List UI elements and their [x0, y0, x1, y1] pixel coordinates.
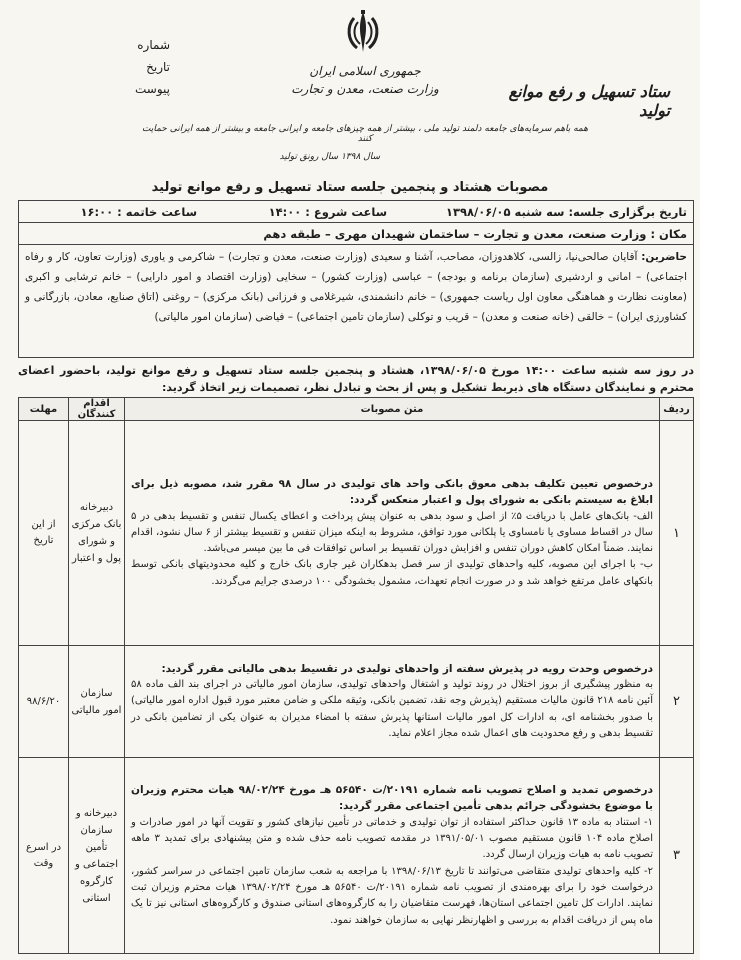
attendees: [19, 245, 693, 329]
meeting-date: تاریخ برگزاری جلسه: سه شنبه ۱۳۹۸/۰۶/۰۵: [445, 204, 687, 219]
responsible-party: سازمان امور مالیاتی: [69, 646, 125, 758]
ministry-name: وزارت صنعت، معدن و تجارت: [291, 82, 439, 96]
meeting-info: [18, 200, 694, 358]
meeting-place-row: [19, 223, 693, 245]
date-label: تاریخ: [146, 60, 170, 74]
table-row: [19, 421, 694, 646]
table-row: [19, 646, 694, 758]
header-deadline: مهلت: [19, 398, 69, 421]
deadline: در اسرع وقت: [19, 758, 69, 954]
attendees-label: حاضرین:: [641, 251, 687, 263]
iran-emblem-icon: [341, 8, 385, 58]
header-action: اقدام کنندگان: [69, 398, 125, 421]
resolution-clause: به منظور پیشگیری از بروز اختلال در روند تولید و اشتغال واحدهای تولیدی، سازمان امور مالیاتی در اجرای بند الف ماده ۵۸ آئین نامه ۲۱۸ قانون مالیات مستقیم (پذیرش وجه نقد، تضمین بانکی، وثیقه ملکی و ضامن معتبر مورد قبول اداره امور مالیاتی) با صدور بخشنامه ای، به ادارات کل امور مالیات استانها پذیرش سفته با امضاء مدیران به عنوان یکی از تضامین بانکی در تقسیط بدهی و رفع محدودیت های اعمال شده مجاز اعلام نماید.: [131, 679, 653, 739]
attendees-list: آقایان صالحی‌نیا، زالسی، کلاهدوزان، مصاحب، آشنا و سعیدی (وزارت صنعت، معدن و تجارت) – شاکرمی و یاوری (وزارت تعاون، کار و رفاه اجتماعی) – امانی و اردشیری (سازمان برنامه و بودجه) – عباسی (وزارت کشور) – سخایی (وزارت اقتصاد و امور دارایی) – خانم ترشابی و اکبری (معاونت نظارت و هماهنگی معاون اول ریاست جمهوری) – خانم دانشمندی، شیرغلامی و فرزانی (بانک مرکزی) – روغنی (اتاق صنایع، معادن، بازرگانی و کشاورزی ایران) – خالقی (خانه صنعت و معدن) – قریب و توکلی (سازمان تامین اجتماعی) – فیاضی (سازمان امور مالیاتی): [25, 251, 687, 323]
resolution-clause: الف- بانک‌های عامل با دریافت ۵٪ از اصل و سود بدهی به عنوان پیش پرداخت و اعطای یکسال تنفس و تقسیط بدهی در ۵ سال در اقساط مساوی یا نامساوی یا پلکانی مورد توافق، مشروط به اینکه میزان تنفس و تقسیط بیشتر از ۶ سال نشود، اقدام نمایند. ضمناً امکان کاهش دوران تنفس و افزایش دوران تقسیط بر اساس توافقات فی ما بین میسر می‌باشد.: [131, 510, 653, 555]
row-number: ۱: [660, 421, 694, 646]
attach-label: پیوست: [135, 82, 170, 96]
header-row-number: ردیف: [660, 398, 694, 421]
row-number: ۳: [660, 758, 694, 954]
end-time: ساعت خاتمه : ۱۶:۰۰: [80, 204, 197, 219]
resolution-text: [125, 758, 660, 954]
responsible-party: دبیرخانه و سازمان تأمین اجتماعی و کارگروه استانی: [69, 758, 125, 954]
resolution-clause: ب- با اجرای این مصوبه، کلیه واحدهای تولیدی از سر فصل بدهکاران غیر جاری بانک خارج و کلیه محدودیتهای بانکی توسط بانکهای عامل مرتفع خواهد شد و در صورت انجام تعهدات، مشمول بخشودگی ۱۰۰ درصدی جرایم می‌گردند.: [131, 559, 653, 587]
resolution-clause: ۲- کلیه واحدهای تولیدی متقاضی می‌توانند تا تاریخ ۱۳۹۸/۰۶/۱۳ با مراجعه به شعب سازمان تامین اجتماعی در سراسر کشور، درخواست خود را برای بهره‌مندی از تصویب نامه شماره ۲۰۱۹۱/ت ۵۶۵۴۰ هـ مورخ ۱۳۹۸/۰۲/۲۴ هیات محترم وزیران ثبت نمایند. ادارات کل تامین اجتماعی استان‌ها، فهرست متقاضیان را به کارگروه‌های استانی صندوق و کارگروه‌های استانی نیز تا یک ماه پس از دریافت اقدام به بررسی و اظهارنظر نهایی به سازمان خواهند نمود.: [131, 865, 653, 926]
start-time: ساعت شروع : ۱۴:۰۰: [268, 204, 387, 219]
resolution-heading: درخصوص تعیین تکلیف بدهی معوق بانکی واحد های تولیدی در سال ۹۸ مقرر شد، مصوبه ذیل برای ابلاغ به سیستم بانکی به شورای پول و اعتبار منعکس گردد:: [131, 477, 654, 507]
page-margin: [700, 0, 741, 960]
meeting-place: مکان : وزارت صنعت، معدن و تجارت – ساختمان شهیدان مهری – طبقه دهم: [263, 226, 687, 241]
table-row: [19, 758, 694, 954]
row-number: ۲: [660, 646, 694, 758]
table-header: [19, 398, 694, 421]
motto: همه باهم سرمایه‌های جامعه دلمند تولید ملی ، بیشتر از همه چیزهای جامعه و ایرانی جامعه و بیشتر از همه ایرانی حمایت کنند: [142, 124, 588, 144]
intro-paragraph: در روز سه شنبه ساعت ۱۴:۰۰ مورخ ۱۳۹۸/۰۶/۰۵، هشتاد و پنجمین جلسه ستاد تسهیل و رفع موانع تولید، باحضور اعضای محترم و نمایندگان دستگاه های ذیربط تشکیل و پس از بحث و تبادل نظر، تصمیمات زیر اتخاذ گردید:: [18, 364, 694, 394]
meeting-time-row: [19, 201, 693, 223]
document-title: مصوبات هشتاد و پنجمین جلسه ستاد تسهیل و رفع موانع تولید: [151, 180, 549, 195]
gov-line-1: جمهوری اسلامی ایران: [309, 64, 421, 78]
resolution-text: [125, 421, 660, 646]
resolution-clause: ۱- استناد به ماده ۱۳ قانون حداکثر استفاده از توان تولیدی و خدماتی در تأمین نیازهای کشور و تقویت آنها در امور صادرات و اصلاح ماده ۱۰۴ قانون مستقیم مصوب ۱۳۹۱/۰۵/۰۱ در مقدمه تصویب نامه حذف شده و متن پیشنهادی برای تمدید ۳ ماهه تصویب نامه به هیات وزیران ارسال گردد.: [131, 816, 653, 861]
resolution-heading: درخصوص وحدت رویه در پذیرش سفته از واحدهای تولیدی در تقسیط بدهی مالیاتی مقرر گردید:: [161, 662, 653, 675]
resolution-text: [125, 646, 660, 758]
year-slogan: سال ۱۳۹۸ سال رونق تولید: [279, 152, 380, 162]
resolutions-table: [18, 397, 694, 954]
number-label: شماره: [137, 38, 170, 52]
header-text: متن مصوبات: [125, 398, 660, 421]
responsible-party: دبیرخانه بانک مرکزی و شورای پول و اعتبار: [69, 421, 125, 646]
resolution-heading: درخصوص تمدید و اصلاح تصویب نامه شماره ۲۰۱۹۱/ت ۵۶۵۴۰ هـ مورخ ۹۸/۰۲/۲۴ هیات محترم وزیران با موضوع بخشودگی جرائم بدهی تأمین اجتماعی مقرر گردید:: [131, 784, 653, 813]
hq-title: ستاد تسهیل و رفع موانع تولید: [508, 82, 670, 120]
deadline: ۹۸/۶/۲۰: [19, 646, 69, 758]
deadline: از این تاریخ: [19, 421, 69, 646]
